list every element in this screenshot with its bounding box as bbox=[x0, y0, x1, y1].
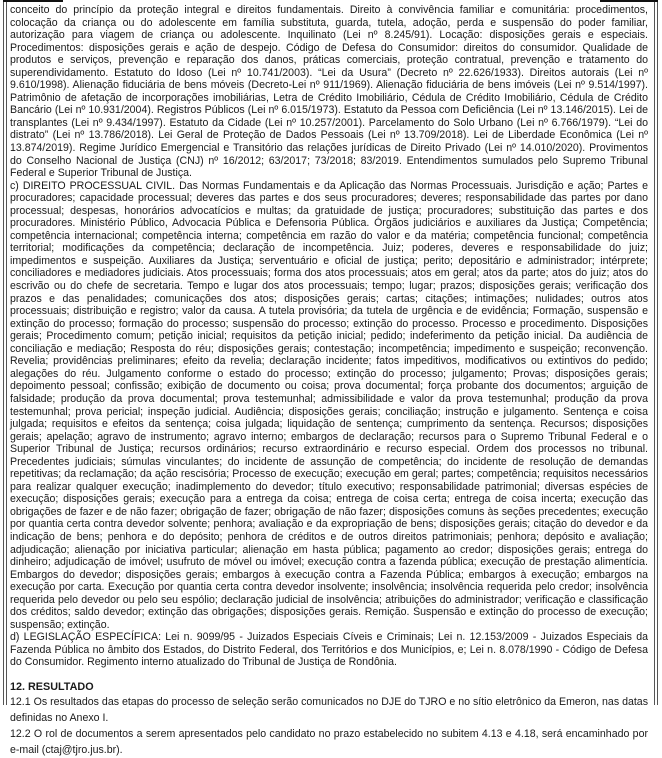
item-12-2: 12.2 O rol de documentos a serem apresentados pelo candidato no prazo estabelecido no subitem 4.13 e 4.18, será encaminhado por e-mail (ctaj@tjro.jus.br). bbox=[10, 727, 648, 756]
page-border-right-outer bbox=[657, 0, 658, 705]
page-border-right-inner bbox=[654, 0, 655, 705]
section-spacer bbox=[10, 669, 648, 681]
section-heading-resultado: 12. RESULTADO bbox=[10, 680, 94, 693]
paragraph-processual-civil: c) DIREITO PROCESSUAL CIVIL. Das Normas Fundamentais e da Aplicação das Normas Processuais. Jurisdição e ação; Partes e procuradores; capacidade processual; deveres das partes e dos seus procuradores; deveres; responsabilidade das partes por dano processual; despesas, honorários advocatícios e multas; da gratuidade de justiça; procuradores; substituição das partes e dos procuradores. Ministério Público, Advocacia Pública e Defensoria Pública. Órgãos judiciários e auxiliares da Justiça; Competência; competência internacional; competência interna; competência em razão do valor e da matéria; competência funcional; competência territorial; modificações da competência; declaração de incompetência. Juiz; poderes, deveres e responsabilidade do juiz; impedimentos e suspeição. Auxiliares da Justiça; serventuário e oficial de justiça; perito; depositário e administrador; intérprete; conciliadores e mediadores judiciais. Atos processuais; forma dos atos processuais; atos em geral; atos da parte; atos do juiz; atos do escrivão ou do chefe de secretaria. Tempo e lugar dos atos processuais; tempo; lugar; prazos; disposições gerais; verificação dos prazos e das penalidades; comunicações dos atos; disposições gerais; cartas; citações; intimações; nulidades; outros atos processuais; distribuição e registro; valor da causa. A tutela provisória; da tutela de urgência e de evidência; Formação, suspensão e extinção do processo; formação do processo; suspensão do processo; extinção do processo. Processo e procedimento. Disposições gerais; Procedimento comum; petição inicial; requisitos da petição inicial; pedido; indeferimento da petição inicial. Da audiência de conciliação e mediação; Resposta do réu; disposições gerais; contestação; incompetência; impedimento e suspeição; reconvenção. Revelia; providências preliminares; efeito da revelia; declaração incidente; fatos impeditivos, modificativos ou extintivos do pedido; alegações do réu. Julgamento conforme o estado do processo; extinção do processo; julgamento; Provas; disposições gerais; depoimento pessoal; confissão; exibição de documento ou coisa; prova documental; força probante dos documentos; arguição de falsidade; produção da prova documental; prova testemunhal; admissibilidade e valor da prova testemunhal; produção da prova testemunhal; prova pericial; inspeção judicial. Audiência; disposições gerais; conciliação; instrução e julgamento. Sentença e coisa julgada; requisitos e efeitos da sentença; coisa julgada; liquidação de sentença; cumprimento da sentença. Recursos; disposições gerais; apelação; agravo de instrumento; agravo interno; embargos de declaração; recursos para o Supremo Tribunal Federal e o Superior Tribunal de Justiça; recursos ordinários; recurso extraordinário e recurso especial. Ordem dos processos no tribunal. Precedentes judiciais; súmulas vinculantes; do incidente de assunção de competência; do incidente de resolução de demandas repetitivas; da reclamação; da ação rescisória; Processo de execução; execução em geral; partes; competência; requisitos necessários para realizar qualquer execução; inadimplemento do devedor; título executivo; responsabilidade patrimonial; diversas espécies de execução; disposições gerais; execução para a entrega da coisa; entrega de coisa certa; entrega de coisa incerta; execução das obrigações de fazer e de não fazer; obrigação de fazer; obrigação de não fazer; disposições comuns às seções precedentes; execução por quantia certa contra devedor solvente; penhora; avaliação e da expropriação de bens; disposições gerais; citação do devedor e da indicação de bens; penhora e do depósito; penhora de créditos e de outros direitos patrimoniais; penhora; depósito e avaliação; adjudicação; alienação por iniciativa particular; alienação em hasta pública; pagamento ao credor; disposições gerais; entrega do dinheiro; adjudicação de imóvel; usufruto de móvel ou imóvel; execução contra a fazenda pública; execução de prestação alimentícia. Embargos do devedor; disposições gerais; embargos à execução contra a Fazenda Pública; embargos à execução; embargos na execução por carta. Execução por quantia certa contra devedor insolvente; insolvência; insolvência requerida pelo credor; insolvência requerida pelo devedor ou pelo seu espólio; declaração judicial de insolvência; atribuições do administrador; verificação e classificação dos créditos; saldo devedor; extinção das obrigações; disposições gerais. Remição. Suspensão e extinção do processo de execução; suspensão; extinção. bbox=[10, 179, 648, 631]
paragraph-continuation: conceito do princípio da proteção integral e direitos fundamentais. Direito à convivência familiar e comunitária: procedimentos, colocação da criança ou do adolescente em família substituta, guarda, tutela, adoção, perda e suspensão do poder familiar, autorização para viagem de criança ou adolescente. Inquilinato (Lei nº 8.245/91). Locação: disposições gerais e especiais. Procedimentos: disposições gerais e ação de despejo. Código de Defesa do Consumidor: direitos do consumidor. Qualidade de produtos e serviços, prevenção e reparação dos danos, práticas comerciais, proteção contratual, prevenção e tratamento do superendividamento. Estatuto do Idoso (Lei nº 10.741/2003). “Lei da Usura” (Decreto nº 22.626/1933). Direitos autorais (Lei nº 9.610/1998). Alienação fiduciária de bens móveis (Decreto-Lei nº 911/1969). Alienação fiduciária de bens imóveis (Lei nº 9.514/1997). Patrimônio de afetação de incorporações imobiliárias, Letra de Crédito Imobiliário, Cédula de Crédito Imobiliário, Cédula de Crédito Bancário (Lei nº 10.931/2004). Registros Públicos (Lei nº 6.015/1973). Estatuto da Pessoa com Deficiência (Lei nº 13.146/2015). Lei de transplantes (Lei nº 9.434/1997). Estatuto da Cidade (Lei nº 10.257/2001). Parcelamento do Solo Urbano (Lei nº 6.766/1979). “Lei do distrato” (Lei nº 13.786/2018). Lei Geral de Proteção de Dados Pessoais (Lei nº 13.709/2018). Lei de Liberdade Econômica (Lei nº 13.874/2019). Regime Jurídico Emergencial e Transitório das relações jurídicas de Direito Privado (Lei nº 14.010/2020). Provimentos do Conselho Nacional de Justiça (CNJ) nº 16/2012; 63/2017; 73/2018; 83/2019. Entendimentos sumulados pelo Supremo Tribunal Federal e Superior Tribunal de Justiça. bbox=[10, 4, 648, 180]
page-border-left-outer bbox=[3, 0, 4, 705]
paragraph-legislacao-especifica: d) LEGISLAÇÃO ESPECÍFICA: Lei n. 9099/95 - Juizados Especiais Cíveis e Criminais; Lei n. 12.153/2009 - Juizados Especiais da Fazenda Pública no âmbito dos Estados, do Distrito Federal, dos Territórios e dos Municípios, e; Lei n. 8.078/1990 - Código de Defesa do Consumidor. Regimento interno atualizado do Tribunal de Justiça de Rondônia. bbox=[10, 631, 648, 669]
item-12-1: 12.1 Os resultados das etapas do processo de seleção serão comunicados no DJE do TJRO e no sítio eletrônico da Emeron, nas datas definidas no Anexo I. bbox=[10, 695, 648, 724]
document-body bbox=[10, 4, 648, 758]
page-border-left-inner bbox=[6, 0, 7, 705]
page-top-rule-left bbox=[3, 0, 63, 2]
page-top-rule-right bbox=[600, 0, 658, 2]
